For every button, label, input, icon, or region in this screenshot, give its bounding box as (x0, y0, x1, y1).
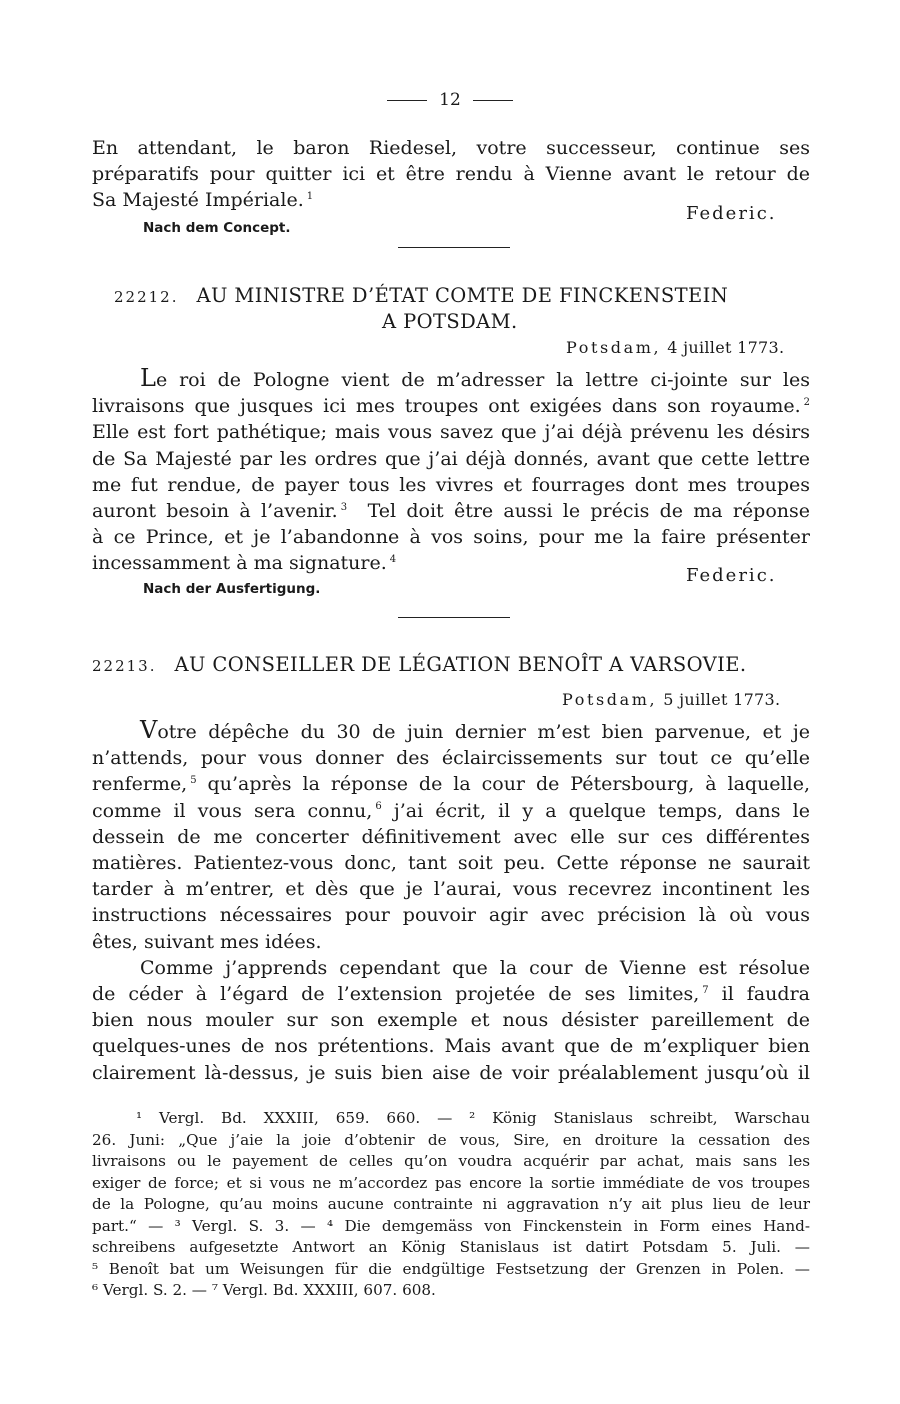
body-line-6-text: auront besoin à l’avenir. (92, 500, 338, 523)
body-line-5: dessein de me concerter définitivement avec elle sur ces différentes (92, 825, 810, 848)
letter-heading-text: AU CONSEILLER DE LÉGATION BENOÎT A VARSOVIE. (174, 653, 747, 676)
footnote-line: part.“ — ³ Vergl. S. 3. — ⁴ Die demgemäss von Finckenstein in Form eines Hand- (92, 1216, 810, 1235)
footnote-mark: 5 (190, 775, 197, 787)
footnote-mark: 2 (803, 396, 810, 408)
letter-body (92, 717, 810, 1086)
footnote-line: ¹ Vergl. Bd. XXXIII, 659. 660. — ² König Stanislaus schreibt, Warschau (136, 1109, 810, 1127)
dateline-date: 4 juillet 1773. (667, 338, 785, 357)
footnotes (92, 1108, 810, 1302)
page-number-text: 12 (439, 90, 461, 110)
body-line-11-rest: il faudra (721, 983, 810, 1006)
footnote-line: de la Pologne, qu’au moins aucune contrainte ni aggravation n’y ait plus lieu de leur (92, 1195, 810, 1213)
body-line-4-text: comme il vous sera connu, (92, 799, 373, 822)
footnote-line: ⁶ Vergl. S. 2. — ⁷ Vergl. Bd. XXXIII, 607. 608. (92, 1281, 436, 1299)
body-line-1-text: otre dépêche du 30 de juin dernier m’est bien parvenue, et je (157, 721, 810, 743)
footnote-mark: 6 (375, 801, 382, 813)
body-line-1 (92, 717, 810, 745)
dropcap: V (140, 716, 158, 744)
dateline-place: Potsdam, (562, 690, 658, 709)
body-line-2 (92, 393, 810, 419)
body-line-11 (92, 981, 810, 1007)
body-line-1 (92, 365, 810, 393)
letter-number: 22212. (114, 288, 179, 306)
body-line-1-text: e roi de Pologne vient de m’adresser la lettre ci-jointe sur les (155, 369, 810, 391)
body-line-4: de Sa Majesté par les ordres que j’ai déjà donnés, avant que cette lettre (92, 447, 810, 470)
footnote-line: livraisons ou le payement de celles qu’on voudra acquérir par achat, mais sans les (92, 1152, 810, 1170)
body-line-8: instructions nécessaires pour pouvoir agir avec précision là où vous (92, 904, 810, 927)
body-line-7: tarder à m’entrer, et dès que je l’aurai, vous recevrez incontinent les (92, 878, 810, 901)
body-line-5: me fut rendue, de payer tous les vivres et fourrages dont mes troupes (92, 473, 810, 496)
body-line-3-text: renferme, (92, 773, 188, 796)
body-line-13: quelques-unes de nos prétentions. Mais avant que de m’expliquer bien (92, 1035, 810, 1058)
footnote-line: exiger de force; et si vous ne m’accordez pas encore la sortie immédiate de vos troupes (92, 1173, 810, 1192)
footnote-line: ⁵ Benoît bat um Weisungen für die endgültige Festsetzung der Grenzen in Polen. — (92, 1259, 810, 1278)
section-divider (398, 617, 510, 618)
source-note: Nach dem Concept. (143, 220, 291, 236)
letter-number: 22213. (92, 657, 157, 675)
dateline (566, 338, 784, 357)
page-number (0, 90, 900, 110)
body-line-6-rest: Tel doit être aussi le précis de ma réponse (367, 500, 810, 523)
body-line-6 (92, 498, 810, 524)
body-line-2: n’attends, pour vous donner des éclaircissements sur tout ce qu’elle (92, 747, 810, 770)
letter-body (92, 365, 810, 577)
signature: Federic. (686, 203, 777, 224)
signature: Federic. (686, 565, 777, 586)
body-line-8-text: incessamment à ma signature. (92, 552, 387, 575)
section-divider (398, 247, 510, 248)
footnote-line: schreibens aufgesetzte Antwort an König Stanislaus ist datirt Potsdam 5. Juli. — (92, 1238, 810, 1256)
intro-line-3-text: Sa Majesté Impériale. (92, 189, 304, 212)
page-number-dash-left (387, 100, 427, 101)
dateline-date: 5 juillet 1773. (663, 690, 781, 709)
body-line-11-text: de céder à l’égard de l’extension projetée de ses limites, (92, 983, 700, 1006)
body-line-4 (92, 798, 810, 824)
footnote-line: 26. Juni: „Que j’aie la joie d’obtenir de vous, Sire, en droiture la cessation des (92, 1130, 810, 1149)
dateline (562, 690, 780, 709)
body-line-3: Elle est fort pathétique; mais vous savez que j’ai déjà prévenu les désirs (92, 421, 810, 444)
footnote-mark: 4 (389, 554, 397, 566)
letter-heading (114, 284, 728, 307)
body-line-2-text: livraisons que jusques ici mes troupes ont exigées dans son royaume. (92, 395, 801, 418)
letter-heading-text: AU MINISTRE D’ÉTAT COMTE DE FINCKENSTEIN (196, 284, 729, 307)
intro-line-1: En attendant, le baron Riedesel, votre successeur, continue ses (92, 137, 810, 159)
body-line-3 (92, 771, 810, 797)
letter-subheading: A POTSDAM. (382, 310, 518, 333)
body-line-3-rest: qu’après la réponse de la cour de Pétersbourg, à laquelle, (207, 773, 810, 796)
body-line-9: êtes, suivant mes idées. (92, 930, 322, 953)
footnote-mark: 7 (702, 984, 709, 996)
body-line-6: matières. Patientez-vous donc, tant soit peu. Cette réponse ne saurait (92, 852, 810, 875)
intro-line-2: préparatifs pour quitter ici et être rendu à Vienne avant le retour de (92, 163, 810, 186)
dropcap: L (140, 364, 156, 392)
footnote-mark: 1 (306, 191, 314, 203)
body-line-7: à ce Prince, et je l’abandonne à vos soins, pour me la faire présenter (92, 526, 810, 549)
letter-heading (92, 653, 746, 676)
footnote-mark: 3 (340, 501, 348, 513)
body-line-4-rest: j’ai écrit, il y a quelque temps, dans le (393, 799, 810, 822)
intro-paragraph (92, 135, 810, 214)
body-line-12: bien nous mouler sur son exemple et nous désister pareillement de (92, 1009, 810, 1032)
body-line-14: clairement là-dessus, je suis bien aise de voir préalablement jusqu’où il (92, 1061, 810, 1084)
body-line-10: Comme j’apprends cependant que la cour de Vienne est résolue (140, 956, 810, 979)
source-note: Nach der Ausfertigung. (143, 581, 321, 597)
dateline-place: Potsdam, (566, 338, 662, 357)
page-number-dash-right (473, 100, 513, 101)
